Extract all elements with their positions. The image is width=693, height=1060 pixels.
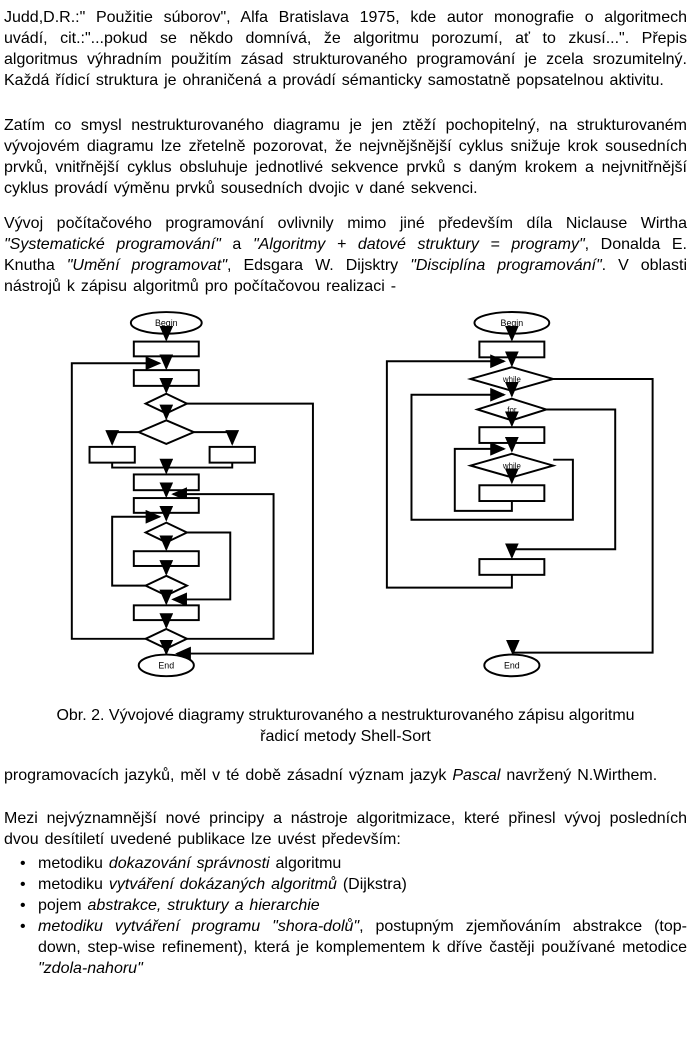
text-run: pojem [38, 897, 88, 914]
paragraph-judd-citation [4, 7, 687, 91]
decision-diamond [146, 629, 187, 649]
process-box [479, 342, 544, 358]
process-box [134, 605, 199, 620]
text-run: Zatím co smysl nestrukturovaného diagramu je jen ztěží pochopitelný, na strukturovaném vývojovém diagramu lze zřetelně pozorovat, že nejvnějšnější cyklus snižuje krok sousedních prvků, vnitřnější cyklus obsluhuje jednotlivé sekvence prvků s daným krokem a nejvnitřnější cyklus provádí výměnu prvků sousedních dvojic v dané sekvenci. [4, 117, 687, 197]
decision-diamond [146, 394, 187, 414]
decision-label: while [502, 374, 521, 384]
text-run: dokazování správnosti [108, 855, 270, 872]
text-run: metodiku [38, 855, 109, 872]
paragraph-wirth-knuth-dijkstra [4, 213, 687, 297]
text-run: Mezi nejvýznamnější nové principy a nástroje algoritmizace, které přinesl vývoj posledních dvou desítiletí uvedené publikace lze uvést především: [4, 810, 687, 848]
text-run: Pascal [452, 767, 501, 784]
decision-label: for [507, 405, 517, 415]
decision-diamond [146, 576, 187, 596]
text-run: "Systematické programování" [4, 236, 221, 253]
branch-left [112, 432, 139, 444]
process-box [90, 447, 135, 463]
flowchart-unstructured [60, 307, 375, 697]
text-run: metodiku [38, 876, 109, 893]
decision-diamond [146, 523, 187, 543]
paragraph-pascal [4, 765, 687, 786]
end-label: End [158, 660, 175, 671]
caption-line-1: Obr. 2. Vývojové diagramy strukturovaného a nestrukturovaného zápisu algoritmu [56, 707, 635, 724]
list-item [4, 853, 687, 874]
exit-to-end [513, 379, 653, 654]
text-run: , Edsgara W. Dijsktry [227, 257, 411, 274]
paragraph-principles-intro [4, 808, 687, 850]
process-box [210, 447, 255, 463]
text-run: "Umění programovat" [66, 257, 228, 274]
list-item [4, 874, 687, 895]
branch-right [194, 432, 232, 444]
process-box [134, 498, 199, 513]
text-run: navržený N.Wirthem. [500, 767, 658, 784]
caption-line-2: řadicí metody Shell-Sort [260, 728, 431, 745]
figure-caption [4, 705, 687, 747]
decision-diamond [139, 420, 194, 444]
text-run: programovacích jazyků, měl v té době zásadní význam jazyk [4, 767, 453, 784]
list-item [4, 895, 687, 916]
figure-flowcharts [4, 307, 687, 697]
process-box [134, 370, 199, 386]
text-run: Judd,D.R.:" Použitie súborov", Alfa Bratislava 1975, kde autor monografie o algoritmech uvádí, cit.:"...pokud se někdo domnívá, že algoritmu porozumí, ať to zkusí...". Přepis algoritmus výhradním použitím zásad strukturovaného programování je zcela srozumitelný. Každá řídicí struktura je ohraničená a provádí sémanticky samostatně popsatelnou aktivitu. [4, 9, 687, 89]
paragraph-diagram-comparison [4, 115, 687, 199]
text-run: algoritmu [269, 855, 342, 872]
list-item [4, 916, 687, 979]
text-run: , Donalda E. Knutha [4, 236, 687, 274]
process-box [134, 474, 199, 490]
text-run: a [220, 236, 253, 253]
text-run: metodiku vytváření programu "shora-dolů" [38, 918, 360, 935]
process-box [479, 427, 544, 443]
text-run: abstrakce, struktury a hierarchie [87, 897, 320, 914]
text-run: vytváření dokázaných algoritmů [108, 876, 337, 893]
text-run: . V oblasti nástrojů k zápisu algoritmů pro počítačovou realizaci - [4, 257, 688, 295]
text-run: (Dijkstra) [336, 876, 407, 893]
start-label: Begin [154, 317, 178, 328]
flowchart-structured [379, 307, 687, 697]
process-box [134, 551, 199, 566]
text-run: Vývoj počítačového programování ovlivnily mimo jiné především díla Niclause Wirtha [4, 215, 687, 232]
process-box [479, 559, 544, 575]
text-run: , postupným zjemňováním abstrakce (top-down, step-wise refinement), která je komplementem k dříve častěji používané metodice [38, 918, 688, 956]
process-box [134, 342, 199, 357]
end-label: End [503, 660, 520, 671]
text-run: "Disciplína programování" [410, 257, 602, 274]
text-run: "Algoritmy + datové struktury = programy" [252, 236, 585, 253]
decision-label: while [502, 461, 521, 471]
start-label: Begin [500, 317, 524, 328]
process-box [479, 485, 544, 501]
text-run: "zdola-nahoru" [38, 960, 143, 977]
principles-list [4, 853, 687, 979]
